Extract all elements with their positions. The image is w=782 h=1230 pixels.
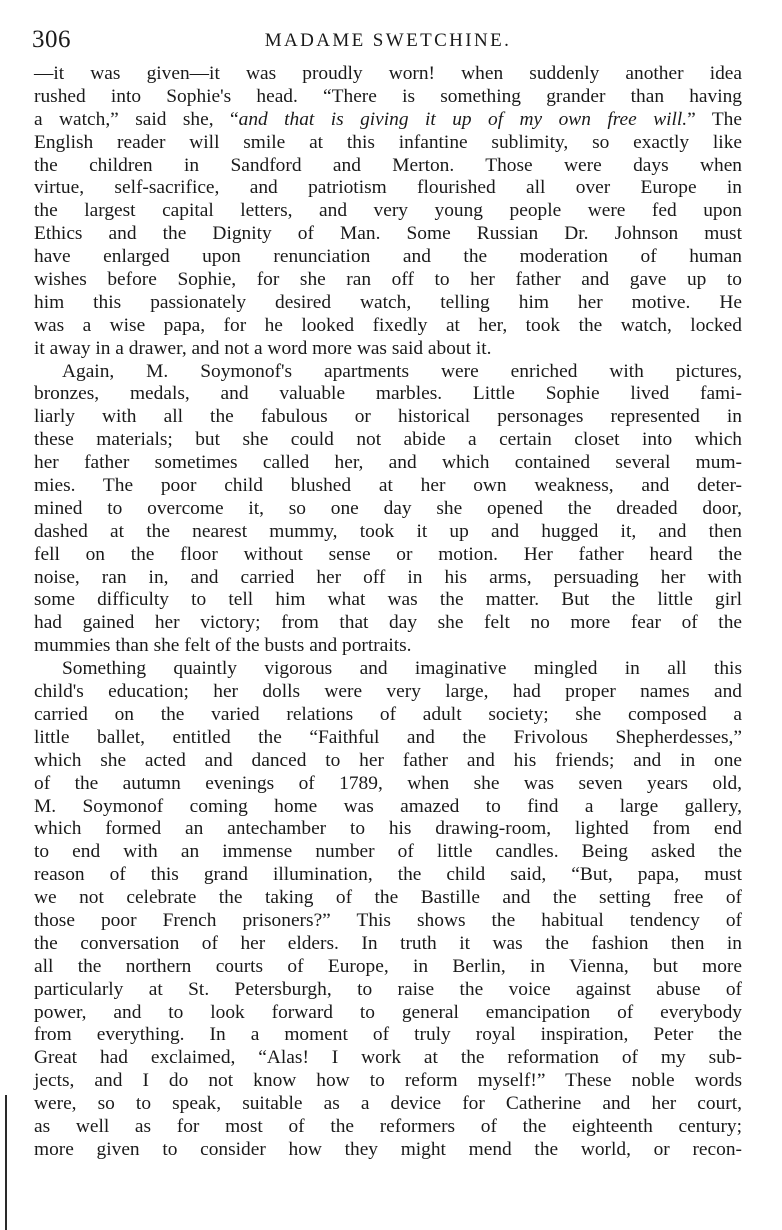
text-line: virtue, self-sacrifice, and patriotism flourished all over Europe in bbox=[34, 177, 742, 199]
text-line: liarly with all the fabulous or historical personages represented in bbox=[34, 406, 742, 428]
text-line: of the autumn evenings of 1789, when she was seven years old, bbox=[34, 772, 742, 794]
text-line: wishes before Sophie, for she ran off to her father and gave up to bbox=[34, 269, 742, 291]
text-line: little ballet, entitled the “Faithful and the Frivolous Shepherdesses,” bbox=[34, 726, 742, 748]
text-line: had gained her victory; from that day she felt no more fear of the bbox=[34, 612, 742, 634]
running-title: MADAME SWETCHINE. bbox=[264, 30, 512, 51]
text-line: Again, M. Soymonof's apartments were enriched with pictures, bbox=[62, 360, 742, 382]
text-line: was a wise papa, for he looked fixedly at her, took the watch, locked bbox=[34, 314, 742, 336]
text-line: Great had exclaimed, “Alas! I work at the reformation of my sub- bbox=[34, 1047, 742, 1069]
gutter-rule bbox=[5, 1095, 7, 1230]
page-number: 306 bbox=[32, 26, 71, 53]
text-line: it away in a drawer, and not a word more was said about it. bbox=[34, 337, 492, 359]
text-line: dashed at the nearest mummy, took it up and hugged it, and then bbox=[34, 520, 742, 542]
text-line: the largest capital letters, and very young people were fed upon bbox=[34, 200, 742, 222]
text-line: English reader will smile at this infantine sublimity, so exactly like bbox=[34, 131, 742, 153]
text-line: her father sometimes called her, and which contained several mum- bbox=[34, 452, 742, 474]
text-line: more given to consider how they might mend the world, or recon- bbox=[34, 1138, 742, 1160]
text-line: jects, and I do not know how to reform myself!” These noble words bbox=[34, 1070, 742, 1092]
text-line: mummies than she felt of the busts and portraits. bbox=[34, 635, 412, 657]
text-line: particularly at St. Petersburgh, to raise the voice against abuse of bbox=[34, 978, 742, 1000]
text-line: —it was given—it was proudly worn! when suddenly another idea bbox=[34, 63, 742, 84]
text-line: rushed into Sophie's head. “There is something grander than having bbox=[34, 85, 742, 107]
text-line: him this passionately desired watch, telling him her motive. He bbox=[34, 291, 742, 313]
text-line: child's education; her dolls were very large, had proper names and bbox=[34, 681, 742, 703]
text-line: the conversation of her elders. In truth it was the fashion then in bbox=[34, 932, 742, 954]
text-line: those poor French prisoners?” This shows the habitual tendency of bbox=[34, 909, 742, 931]
text-line: power, and to look forward to general emancipation of everybody bbox=[34, 1001, 742, 1023]
text-line: from everything. In a moment of truly royal inspiration, Peter the bbox=[34, 1024, 742, 1046]
text-line: M. Soymonof coming home was amazed to find a large gallery, bbox=[34, 795, 742, 817]
text-line: the children in Sandford and Merton. Those were days when bbox=[34, 154, 742, 176]
text-line: were, so to speak, suitable as a device for Catherine and her court, bbox=[34, 1093, 742, 1115]
text-line: Something quaintly vigorous and imaginative mingled in all this bbox=[62, 658, 742, 680]
text-line: which formed an antechamber to his drawing-room, lighted from end bbox=[34, 818, 742, 840]
italic-quote: and that is giving it up of my own free will. bbox=[238, 108, 688, 130]
text-line: carried on the varied relations of adult society; she composed a bbox=[34, 703, 742, 725]
text-line: mined to overcome it, so one day she opened the dreaded door, bbox=[34, 497, 742, 519]
text-line: we not celebrate the taking of the Bastille and the setting free of bbox=[34, 887, 742, 909]
text-line: these materials; but she could not abide a certain closet into which bbox=[34, 429, 742, 451]
text-fragment: a watch,” said she, “ bbox=[34, 108, 239, 130]
text-line: some difficulty to tell him what was the matter. But the little girl bbox=[34, 589, 742, 611]
text-line: noise, ran in, and carried her off in his arms, persuading her with bbox=[34, 566, 742, 588]
text-line: which she acted and danced to her father and his friends; and in one bbox=[34, 749, 742, 771]
text-line: reason of this grand illumination, the child said, “But, papa, must bbox=[34, 864, 742, 886]
text-line: mies. The poor child blushed at her own weakness, and deter- bbox=[34, 475, 742, 497]
text-line: Ethics and the Dignity of Man. Some Russian Dr. Johnson must bbox=[34, 223, 742, 245]
running-head bbox=[32, 24, 744, 56]
text-line: all the northern courts of Europe, in Berlin, in Vienna, but more bbox=[34, 955, 742, 977]
body-text bbox=[34, 63, 742, 1162]
text-line bbox=[34, 109, 742, 132]
text-line: to end with an immense number of little candles. Being asked the bbox=[34, 841, 742, 863]
text-line: fell on the floor without sense or motion. Her father heard the bbox=[34, 543, 742, 565]
text-line: have enlarged upon renunciation and the moderation of human bbox=[34, 246, 742, 268]
text-line: bronzes, medals, and valuable marbles. Little Sophie lived fami- bbox=[34, 383, 742, 405]
text-fragment: ” The bbox=[687, 108, 742, 130]
text-line: as well as for most of the reformers of the eighteenth century; bbox=[34, 1115, 742, 1137]
